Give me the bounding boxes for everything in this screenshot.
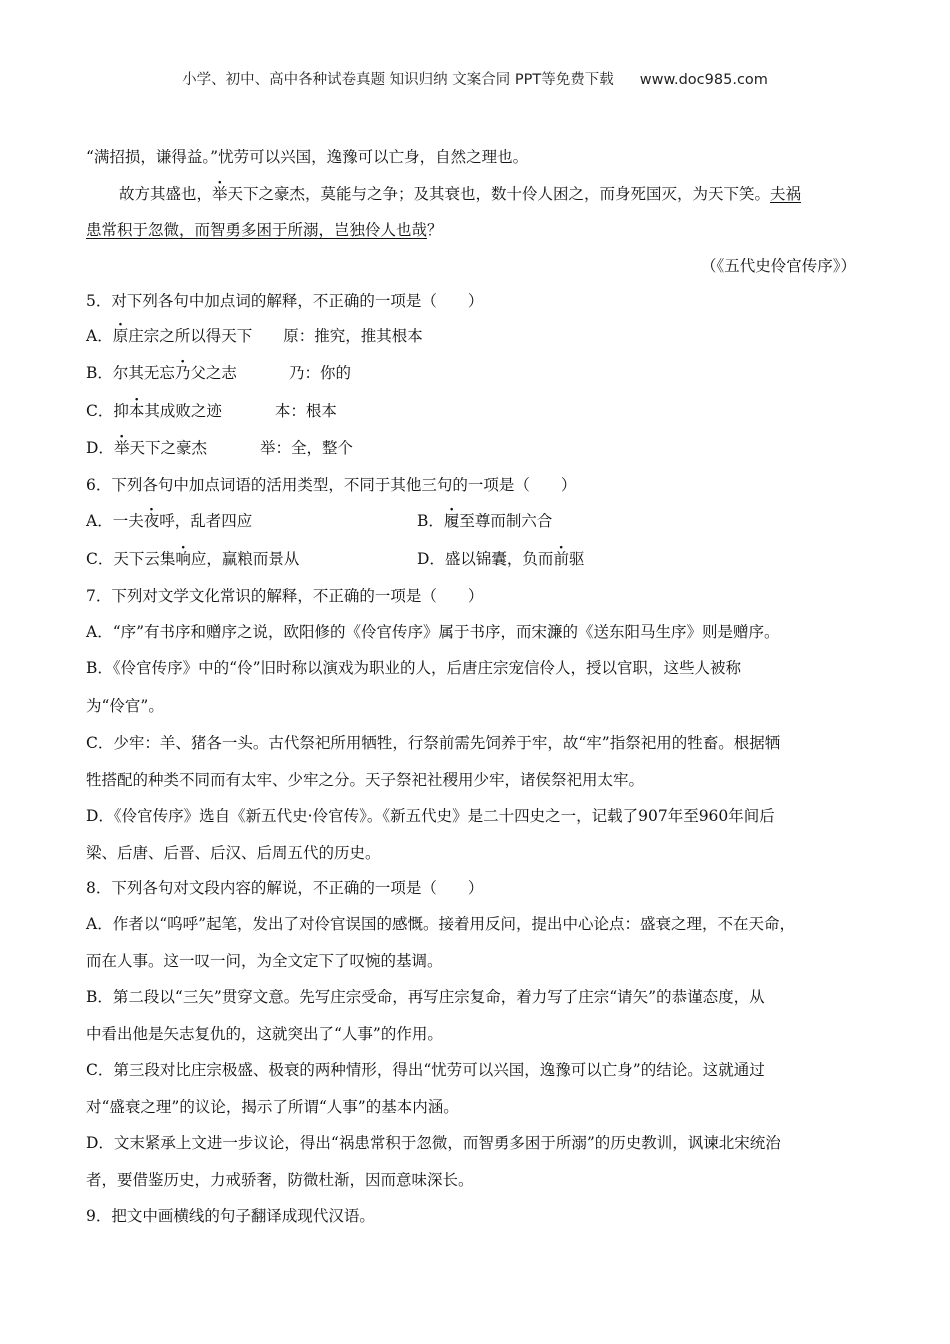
q8-option-b: B．第二段以“三矢”贯穿文意。先写庄宗受命，再写庄宗复命，着力写了庄宗“请矢”的恭谨态度，从 — [86, 988, 765, 1006]
page-header — [0, 68, 950, 89]
q5-option-c: C．抑本其成败之迹 本：根本 — [86, 402, 337, 420]
q8-option-d: D．文末紧承上文进一步议论，得出“祸患常积于忽微，而智勇多困于所溺”的历史教训，讽谏北宋统治 — [86, 1134, 781, 1152]
q8-stem: 8．下列各句对文段内容的解说，不正确的一项是（ ） — [86, 879, 484, 897]
passage-line-1: “满招损，谦得益。”忧劳可以兴国，逸豫可以亡身，自然之理也。 — [86, 148, 529, 166]
q5-option-a: A．原庄宗之所以得天下 原：推究，推其根本 — [86, 327, 423, 345]
header-text: 小学、初中、高中各种试卷真题 知识归纳 文案合同 PPT等免费下载 — [182, 72, 614, 88]
q8-option-a: A．作者以“呜呼”起笔，发出了对伶官误国的感慨。接着用反问，提出中心论点：盛衰之理，不在天命， — [86, 915, 796, 933]
q5-stem: 5．对下列各句中加点词的解释，不正确的一项是（ ） — [86, 292, 484, 310]
passage-line-2: 故方其盛也，举天下之豪杰，莫能与之争；及其衰也，数十伶人困之，而身死国灭，为天下笑。夫祸 — [119, 185, 802, 203]
passage-line-3: 患常积于忽微，而智勇多困于所溺，岂独伶人也哉？ — [86, 221, 443, 239]
q6-option-d: D．盛以锦囊，负而前驱 — [417, 550, 585, 568]
q7-option-c-cont: 牲搭配的种类不同而有太牢、少牢之分。天子祭祀社稷用少牢，诸侯祭祀用太牢。 — [86, 771, 645, 789]
dotted-char: 举 — [212, 185, 228, 203]
q7-option-d: D．《伶官传序》选自《新五代史·伶官传》。《新五代史》是二十四史之一，记载了907年至960年间后 — [86, 807, 775, 825]
q8-option-d-cont: 者，要借鉴历史，力戒骄奢，防微杜渐，因而意味深长。 — [86, 1171, 474, 1189]
q8-option-c: C．第三段对比庄宗极盛、极衰的两种情形，得出“忧劳可以兴国，逸豫可以亡身”的结论。这就通过 — [86, 1061, 765, 1079]
q7-option-b: B．《伶官传序》中的“伶”旧时称以演戏为职业的人，后唐庄宗宠信伶人，授以官职，这些人被称 — [86, 659, 741, 677]
q7-option-c: C．少牢：羊、猪各一头。古代祭祀所用牺牲，行祭前需先饲养于牢，故“牢”指祭祀用的牲畜。根据牺 — [86, 734, 781, 752]
q5-option-d: D．举天下之豪杰 举：全，整个 — [86, 439, 353, 457]
q8-option-c-cont: 对“盛衰之理”的议论，揭示了所谓“人事”的基本内涵。 — [86, 1098, 459, 1116]
q5-option-b: B．尔其无忘乃父之志 乃：你的 — [86, 364, 351, 382]
q6-option-b: B．履至尊而制六合 — [417, 512, 553, 530]
header-url[interactable]: www.doc985.com — [639, 72, 768, 88]
q9-stem: 9．把文中画横线的句子翻译成现代汉语。 — [86, 1207, 375, 1225]
q7-option-d-cont: 梁、后唐、后晋、后汉、后周五代的历史。 — [86, 844, 381, 862]
underlined-sentence-start: 夫祸 — [770, 185, 802, 203]
q7-option-b-cont: 为“伶官”。 — [86, 697, 164, 715]
q6-option-c: C．天下云集响应，赢粮而景从 — [86, 550, 300, 568]
underlined-sentence: 患常积于忽微，而智勇多困于所溺，岂独伶人也哉 — [86, 221, 428, 239]
q6-stem: 6．下列各句中加点词语的活用类型，不同于其他三句的一项是（ ） — [86, 476, 577, 494]
q7-stem: 7．下列对文学文化常识的解释，不正确的一项是（ ） — [86, 587, 484, 605]
q7-option-a: A．“序”有书序和赠序之说，欧阳修的《伶官传序》属于书序，而宋濂的《送东阳马生序》则是赠序。 — [86, 623, 780, 641]
q6-option-a: A．一夫夜呼，乱者四应 — [86, 512, 253, 530]
passage-source: （《五代史伶官传序》） — [700, 257, 856, 275]
q8-option-a-cont: 而在人事。这一叹一问，为全文定下了叹惋的基调。 — [86, 952, 443, 970]
q8-option-b-cont: 中看出他是矢志复仇的，这就突出了“人事”的作用。 — [86, 1025, 443, 1043]
